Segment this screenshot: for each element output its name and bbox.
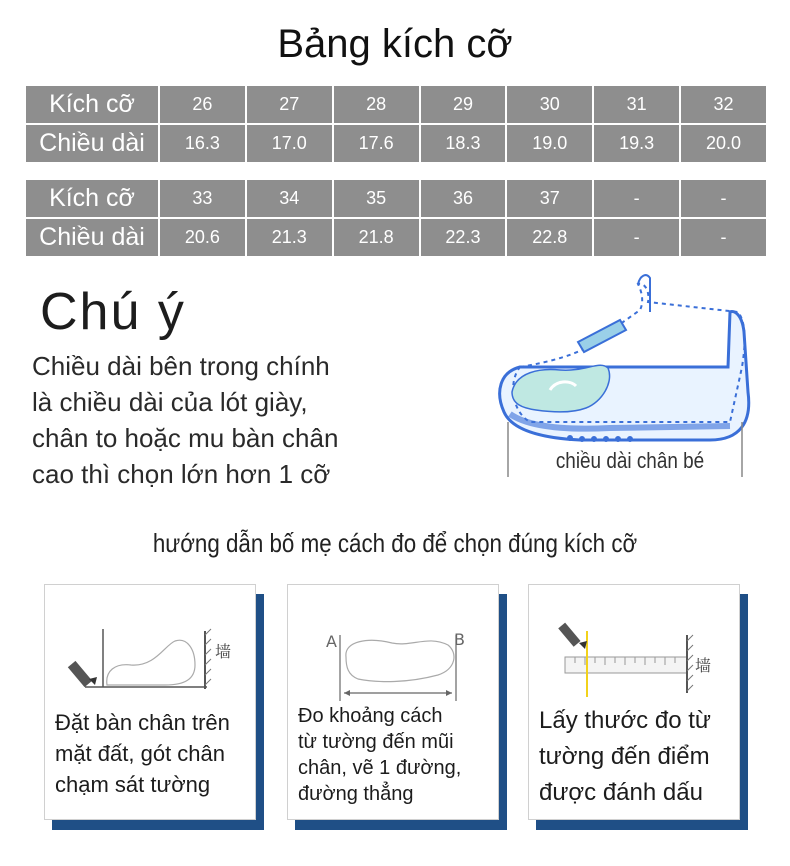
step-line: chân, vẽ 1 đường, xyxy=(298,757,462,779)
size-cell: 29 xyxy=(421,86,506,123)
note-body xyxy=(32,348,432,492)
pencil-icon xyxy=(558,623,587,649)
note-line: chân to hoặc mu bàn chân xyxy=(32,423,339,453)
note-line: Chiều dài bên trong chính xyxy=(32,351,330,381)
size-cell: 37 xyxy=(507,180,592,217)
size-row xyxy=(26,180,766,217)
length-cell: 17.6 xyxy=(334,125,419,162)
step-line: đường thẳng xyxy=(298,783,414,805)
size-cell: - xyxy=(681,180,766,217)
foot-against-wall-illustration xyxy=(45,605,257,705)
size-cell: 32 xyxy=(681,86,766,123)
page-title: Bảng kích cỡ xyxy=(277,22,513,66)
size-cell: 30 xyxy=(507,86,592,123)
guide-step-card-2 xyxy=(287,584,501,824)
pencil-icon xyxy=(68,661,97,687)
length-cell: 17.0 xyxy=(247,125,332,162)
length-cell: 22.8 xyxy=(507,219,592,256)
arrow-left-icon xyxy=(344,690,350,696)
foot-outline xyxy=(107,640,195,685)
step-line: Đặt bàn chân trên xyxy=(55,710,230,735)
length-cell: 20.0 xyxy=(681,125,766,162)
card-body xyxy=(528,584,740,820)
step-line: chạm sát tường xyxy=(55,772,211,797)
step-line: từ tường đến mũi xyxy=(298,731,454,753)
card-body xyxy=(287,584,499,820)
length-cell: - xyxy=(594,219,679,256)
step-line: Lấy thước đo từ xyxy=(539,707,711,734)
length-cell: - xyxy=(681,219,766,256)
point-a-label: A xyxy=(326,632,337,651)
guide-title: hướng dẫn bố mẹ cách đo để chọn đúng kích cỡ xyxy=(152,528,638,558)
length-row xyxy=(26,125,766,162)
length-cell: 22.3 xyxy=(421,219,506,256)
length-cell: 18.3 xyxy=(421,125,506,162)
note-title: Chú ý xyxy=(40,283,186,341)
step-text xyxy=(298,703,494,807)
step-line: được đánh dấu xyxy=(539,779,703,806)
note-line: cao thì chọn lớn hơn 1 cỡ xyxy=(32,459,331,489)
guide-step-card-3 xyxy=(528,584,742,824)
length-cell: 21.8 xyxy=(334,219,419,256)
step-line: mặt đất, gót chân xyxy=(55,741,225,766)
size-cell: 26 xyxy=(160,86,245,123)
ruler-measure-illustration xyxy=(529,605,741,705)
length-row-label: Chiều dài xyxy=(26,125,158,162)
shoe-strap xyxy=(578,320,626,352)
size-cell: 27 xyxy=(247,86,332,123)
foot-length-label: chiều dài chân bé xyxy=(535,448,724,474)
size-table-part2 xyxy=(24,178,768,258)
length-cell: 19.3 xyxy=(594,125,679,162)
step-text xyxy=(55,707,251,800)
wall-label: 墙 xyxy=(695,656,712,675)
guide-step-card-1 xyxy=(44,584,258,824)
length-row-label: Chiều dài xyxy=(26,219,158,256)
size-cell: 34 xyxy=(247,180,332,217)
point-b-label: B xyxy=(454,630,465,649)
foot-outline-measure-illustration xyxy=(288,605,500,705)
footprint-outline xyxy=(346,640,454,681)
wall-label: 墙 xyxy=(215,642,232,661)
length-cell: 21.3 xyxy=(247,219,332,256)
step-line: tường đến điểm xyxy=(539,743,710,770)
step-line: Đo khoảng cách xyxy=(298,705,443,727)
size-cell: 31 xyxy=(594,86,679,123)
length-cell: 16.3 xyxy=(160,125,245,162)
step-text xyxy=(539,703,735,811)
note-line: là chiều dài của lót giày, xyxy=(32,387,308,417)
length-cell: 20.6 xyxy=(160,219,245,256)
length-cell: 19.0 xyxy=(507,125,592,162)
size-table-part1 xyxy=(24,84,768,164)
arrow-right-icon xyxy=(446,690,452,696)
card-body xyxy=(44,584,256,820)
size-cell: 28 xyxy=(334,86,419,123)
size-row-label: Kích cỡ xyxy=(26,180,158,217)
size-row xyxy=(26,86,766,123)
ruler xyxy=(565,657,687,673)
size-cell: 33 xyxy=(160,180,245,217)
size-cell: - xyxy=(594,180,679,217)
length-row xyxy=(26,219,766,256)
size-row-label: Kích cỡ xyxy=(26,86,158,123)
size-cell: 36 xyxy=(421,180,506,217)
size-cell: 35 xyxy=(334,180,419,217)
